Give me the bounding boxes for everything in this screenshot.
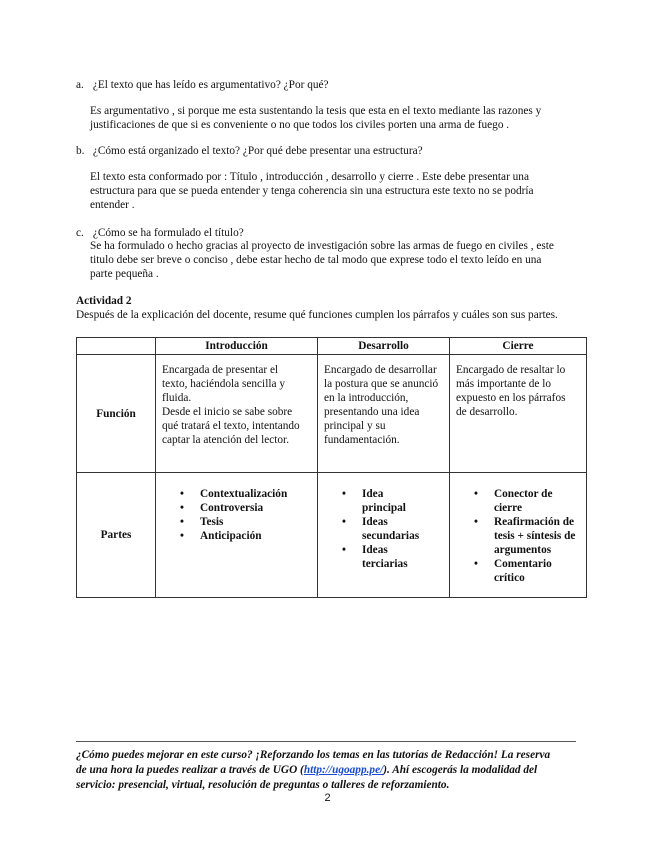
answer-b-line: entender .: [90, 199, 135, 211]
answer-c-line: titulo debe ser breve o conciso , debe estar hecho de tal modo que exprese todo el texto leído en una: [90, 254, 542, 266]
footer-line: ¿Cómo puedes mejorar en este curso? ¡Reforzando los temas en las tutorías de Redacción! La reserva: [76, 749, 551, 761]
cell-line: fundamentación.: [324, 434, 400, 446]
header-introduccion: Introducción: [156, 338, 318, 355]
paragraph-functions-table: [76, 337, 587, 598]
question-c: [76, 226, 244, 240]
answer-b-line: El texto esta conformado por : Título , introducción , desarrollo y cierre . Este debe presentar una: [90, 171, 529, 183]
cell-line: en la introducción,: [324, 392, 409, 404]
cell-line: texto, haciéndola sencilla y: [162, 378, 285, 390]
cell-line: más importante de lo: [456, 378, 552, 390]
page-number: 2: [324, 792, 331, 804]
cell-line: fluida.: [162, 392, 192, 404]
cell-line: Encargado de desarrollar: [324, 364, 437, 376]
cell-partes-desarrollo: [318, 473, 450, 598]
row-label-partes: Partes: [77, 473, 156, 598]
header-desarrollo: Desarrollo: [318, 338, 450, 355]
question-a: [76, 78, 329, 92]
footer-text: ). Ahí escogerás la modalidad del: [383, 764, 538, 776]
list-item: • Reafirmación de tesis + síntesis de argumentos: [494, 515, 582, 557]
table-corner-cell: [77, 338, 156, 355]
answer-c-line: Se ha formulado o hecho gracias al proyecto de investigación sobre las armas de fuego en civiles , este: [90, 240, 554, 252]
header-cierre: Cierre: [450, 338, 587, 355]
cell-funcion-introduccion: [156, 355, 318, 473]
question-b-text: ¿Cómo está organizado el texto? ¿Por qué debe presentar una estructura?: [92, 145, 423, 157]
table-row-partes: [77, 473, 587, 598]
question-c-text: ¿Cómo se ha formulado el título?: [92, 227, 244, 239]
list-item: • Ideas terciarias: [362, 543, 419, 571]
cell-line: expuesto en los párrafos: [456, 392, 566, 404]
answer-a-line: justificaciones de que si es conveniente o no que todos los civiles porten una arma de fuego .: [90, 119, 510, 131]
footer-text: de una hora la puedes realizar a través de UGO (: [76, 764, 304, 776]
row-label-funcion: Función: [77, 355, 156, 473]
cell-funcion-cierre: [450, 355, 587, 473]
list-item: • Tesis: [200, 515, 317, 529]
question-c-marker: c.: [76, 227, 84, 239]
footer-line: servicio: presencial, virtual, resolución de preguntas o talleres de reforzamiento.: [76, 779, 450, 791]
list-item: • Idea principal: [362, 487, 419, 515]
answer-c-line: parte pequeña .: [90, 268, 159, 280]
list-item: • Conector de cierre: [494, 487, 582, 515]
activity-heading: Actividad 2: [76, 295, 132, 307]
activity-instruction: Después de la explicación del docente, resume qué funciones cumplen los párrafos y cuáles son sus partes.: [76, 309, 558, 321]
list-item: • Controversia: [200, 501, 317, 515]
list-item: • Comentario crítico: [494, 557, 582, 585]
question-b-marker: b.: [76, 145, 85, 157]
question-a-marker: a.: [76, 79, 84, 91]
question-b: [76, 144, 423, 158]
cell-line: la postura que se anunció: [324, 378, 439, 390]
cell-line: Desde el inicio se sabe sobre: [162, 406, 293, 418]
cell-line: Encargada de presentar el: [162, 364, 279, 376]
answer-b-line: estructura para que se pueda entender y tenga coherencia sin una estructura este texto no se podría: [90, 185, 534, 197]
ugo-link[interactable]: http://ugoapp.pe/: [303, 764, 384, 776]
cell-line: principal y su: [324, 420, 386, 432]
cell-line: Encargado de resaltar lo: [456, 364, 566, 376]
list-item: • Anticipación: [200, 529, 317, 543]
answer-b: [90, 170, 582, 212]
answer-a: [90, 104, 582, 132]
table-header-row: [77, 338, 587, 355]
footer-line: [76, 763, 584, 778]
cell-line: qué tratará el texto, intentando: [162, 420, 300, 432]
cell-line: de desarrollo.: [456, 406, 518, 418]
cell-funcion-desarrollo: [318, 355, 450, 473]
answer-c: [90, 239, 582, 281]
list-item: • Ideas secundarias: [362, 515, 419, 543]
cell-line: captar la atención del lector.: [162, 434, 290, 446]
list-item: • Contextualización: [200, 487, 317, 501]
answer-a-line: Es argumentativo , si porque me esta sustentando la tesis que esta en el texto mediante las razones y: [90, 105, 542, 117]
footer-note: [76, 748, 584, 793]
cell-partes-introduccion: [156, 473, 318, 598]
footer-divider: [76, 741, 576, 742]
cell-line: presentando una idea: [324, 406, 420, 418]
question-a-text: ¿El texto que has leído es argumentativo? ¿Por qué?: [92, 79, 329, 91]
cell-partes-cierre: [450, 473, 587, 598]
table-row-funcion: [77, 355, 587, 473]
